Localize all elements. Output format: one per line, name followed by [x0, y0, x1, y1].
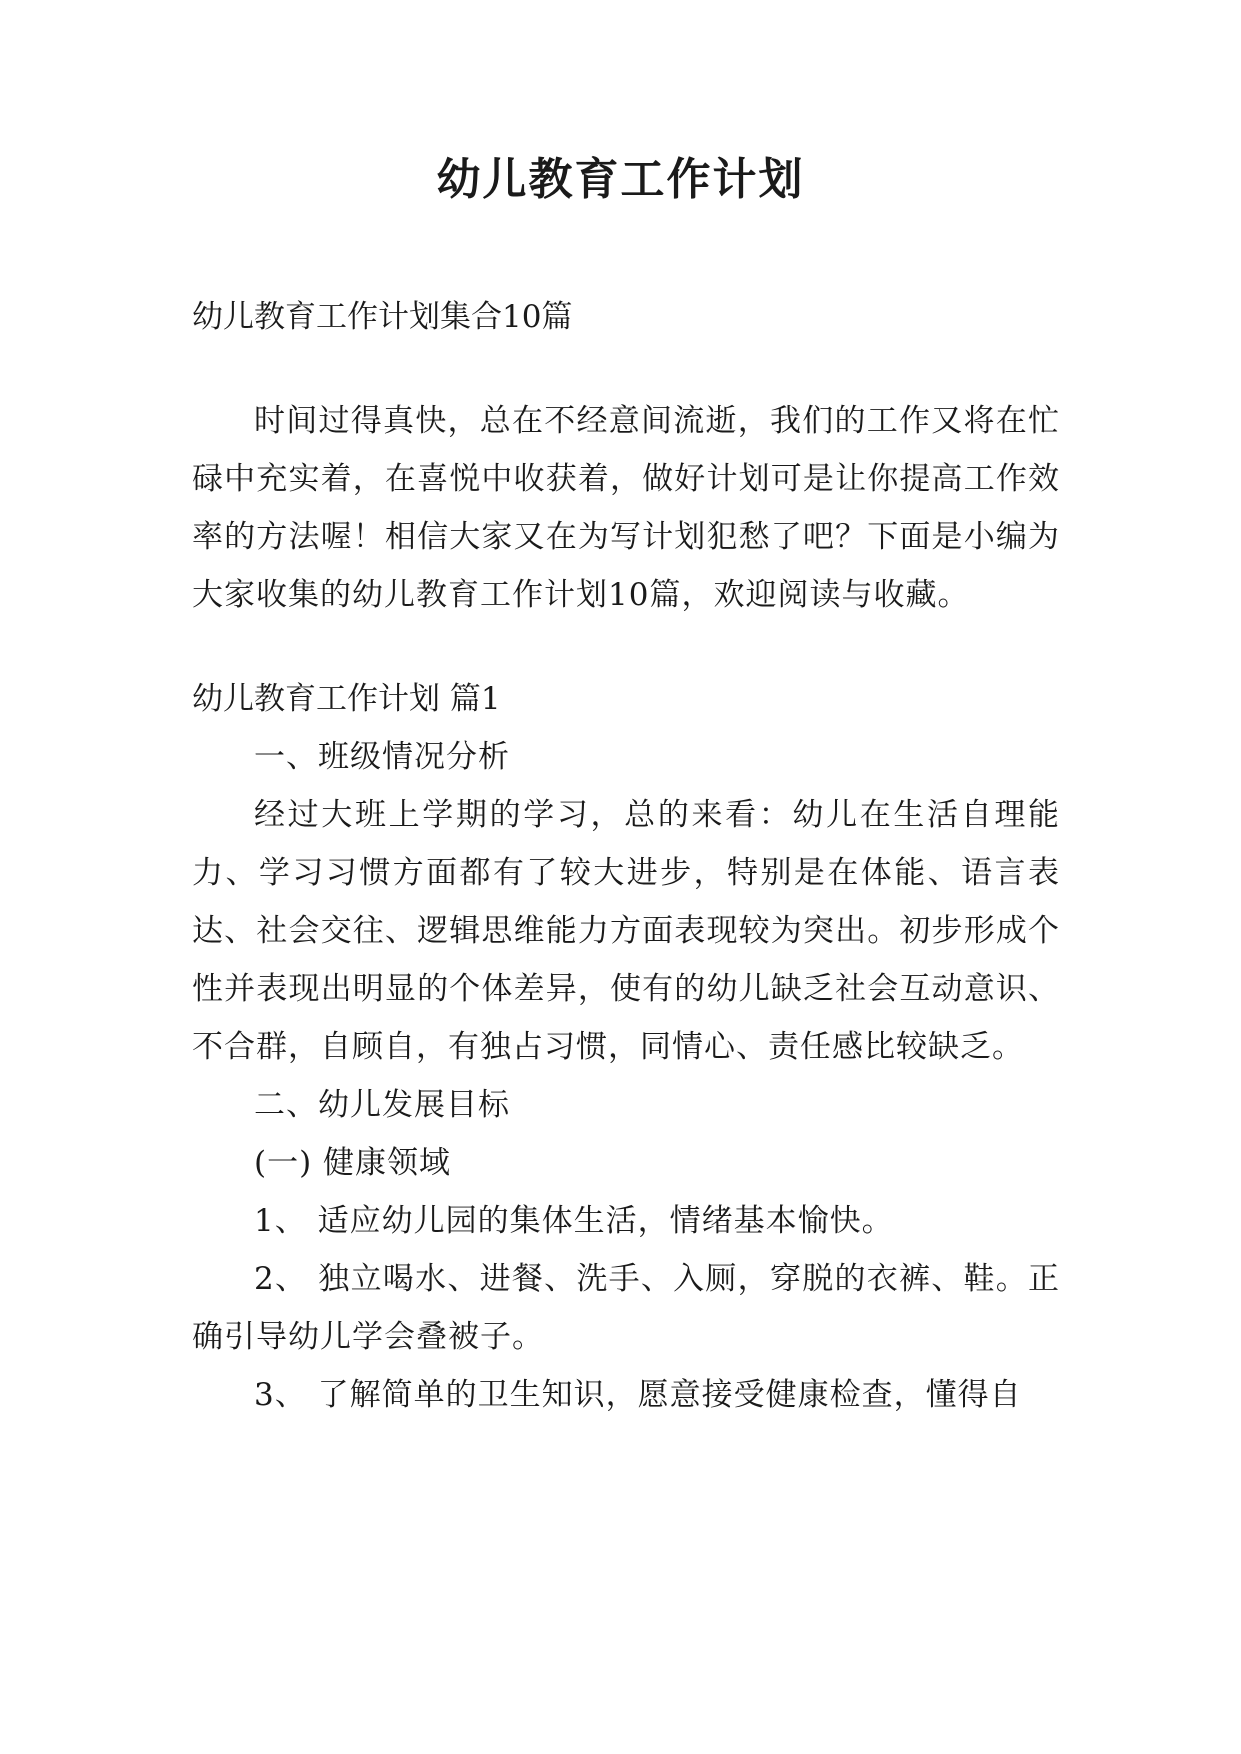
list-item: 3、 了解简单的卫生知识，愿意接受健康检查，懂得自	[254, 1377, 1022, 1413]
subheading-health-domain: (一) 健康领域	[254, 1145, 452, 1181]
document-title: 幼儿教育工作计划	[436, 154, 805, 205]
intro-paragraph: 时间过得真快，总在不经意间流逝，我们的工作又将在忙碌中充实着，在喜悦中收获着，做好计划可是让你提高工作效率的方法喔！相信大家又在为写计划犯愁了吧？下面是小编为大家收集的幼儿教育工作计划10篇，欢迎阅读与收藏。	[192, 403, 1060, 613]
class-analysis-paragraph: 经过大班上学期的学习，总的来看：幼儿在生活自理能力、学习习惯方面都有了较大进步，特别是在体能、语言表达、社会交往、逻辑思维能力方面表现较为突出。初步形成个性并表现出明显的个体差异，使有的幼儿缺乏社会互动意识、不合群，自顾自，有独占习惯，同情心、责任感比较缺乏。	[192, 797, 1060, 1065]
section-heading: 幼儿教育工作计划 篇1	[192, 681, 501, 717]
subheading-class-analysis: 一、班级情况分析	[254, 739, 510, 775]
document-subtitle: 幼儿教育工作计划集合10篇	[192, 299, 573, 335]
list-item: 1、 适应幼儿园的集体生活，情绪基本愉快。	[254, 1203, 894, 1239]
document-body	[192, 288, 1060, 1424]
list-item: 2、 独立喝水、进餐、洗手、入厕，穿脱的衣裤、鞋。正确引导幼儿学会叠被子。	[192, 1261, 1060, 1355]
subheading-development-goals: 二、幼儿发展目标	[254, 1087, 510, 1123]
